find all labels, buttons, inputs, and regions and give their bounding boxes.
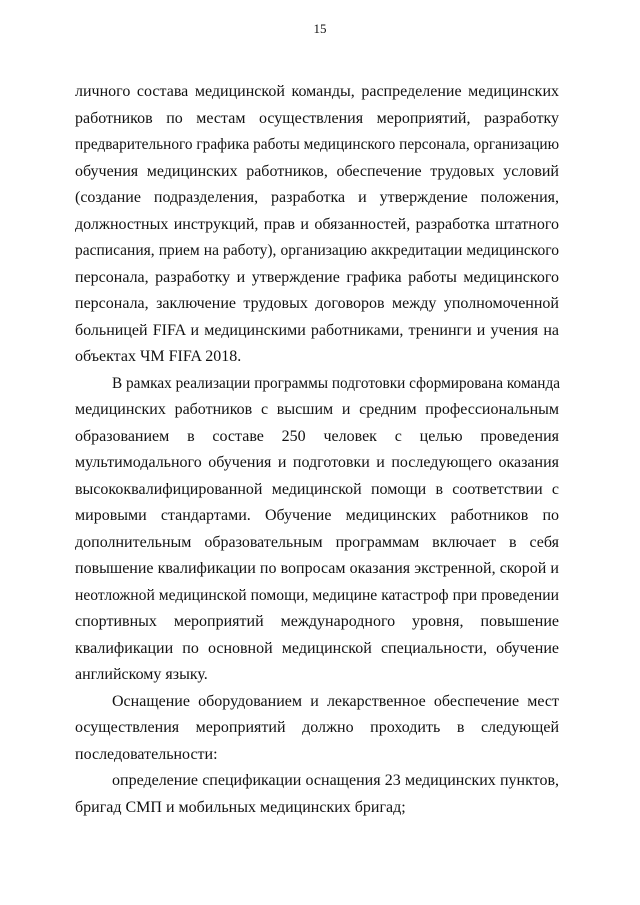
text-line: расписания, прием на работу), организацию аккредитации медицинского [75, 242, 559, 259]
text-line: обучения медицинских работников, обеспечение трудовых условий [75, 162, 559, 180]
text-line: (создание подразделения, разработка и утверждение положения, [75, 189, 559, 206]
text-line: больницей FIFA и медицинскими работниками, тренинги и учения на [75, 321, 559, 339]
text-line: персонала, разработку и утверждение графика работы медицинского [75, 268, 559, 286]
text-line: Оснащение оборудованием и лекарственное обеспечение мест [112, 692, 559, 710]
text-line: мировыми стандартами. Обучение медицинских работников по [75, 507, 559, 524]
document-body [75, 79, 559, 821]
text-line: спортивных мероприятий международного уровня, повышение [75, 613, 559, 630]
paragraph [75, 371, 559, 689]
paragraph [75, 79, 559, 371]
text-line: осуществления мероприятий должно проходить в следующей [75, 719, 559, 736]
text-line: В рамках реализации программы подготовки сформирована команда [112, 374, 561, 392]
text-line: бригад СМП и мобильных медицинских бригад; [75, 798, 406, 816]
page-number: 15 [313, 21, 327, 36]
text-line: личного состава медицинской команды, распределение медицинских [75, 83, 559, 100]
text-line: мультимодального обучения и подготовки и последующего оказания [75, 454, 559, 471]
text-line: объектах ЧМ FIFA 2018. [75, 348, 242, 365]
text-line: неотложной медицинской помощи, медицине катастроф при проведении [75, 586, 559, 604]
text-line: работников по местам осуществления мероприятий, разработку [75, 109, 559, 127]
text-line: высококвалифицированной медицинской помощи в соответствии с [75, 480, 559, 498]
text-line: квалификации по основной медицинской специальности, обучение [75, 639, 559, 657]
text-line: образованием в составе 250 человек с целью проведения [75, 427, 559, 445]
text-line: должностных инструкций, прав и обязанностей, разработка штатного [75, 215, 559, 233]
text-line: повышение квалификации по вопросам оказания экстренной, скорой и [75, 560, 559, 577]
text-line: определение спецификации оснащения 23 медицинских пунктов, [112, 772, 559, 789]
text-line: медицинских работников с высшим и средним профессиональным [75, 401, 559, 418]
paragraph [75, 689, 559, 769]
text-line: английскому языку. [75, 666, 208, 683]
text-line: дополнительным образовательным программам включает в себя [75, 533, 559, 551]
text-line: персонала, заключение трудовых договоров между уполномоченной [75, 295, 559, 312]
text-line: предварительного графика работы медицинского персонала, организацию [75, 136, 560, 153]
text-line: последовательности: [75, 745, 218, 763]
paragraph [75, 768, 559, 821]
